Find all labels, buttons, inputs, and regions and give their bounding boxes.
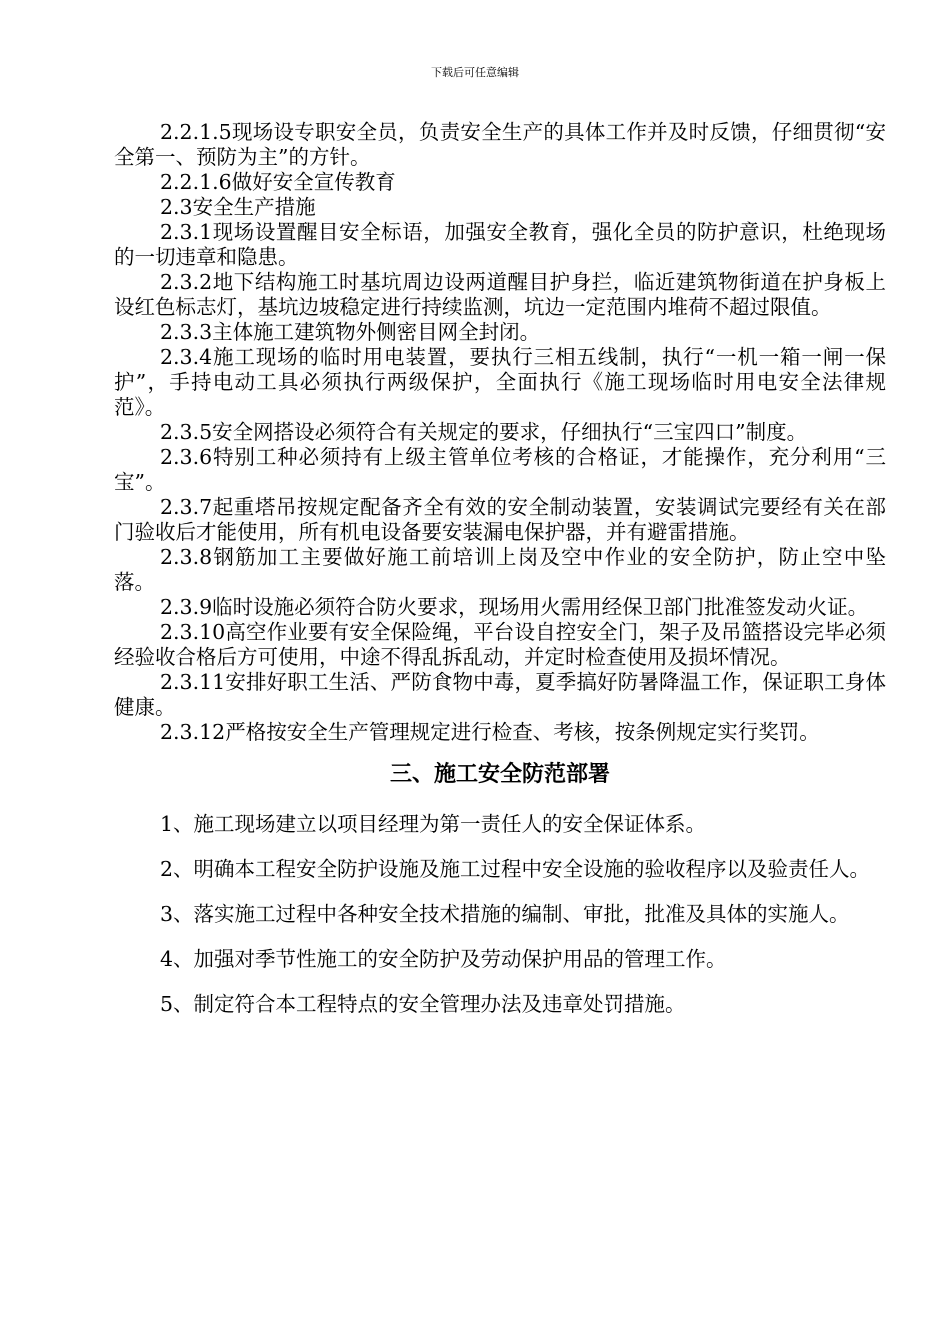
paragraph-2-3-6: 2.3.6特别工种必须持有上级主管单位考核的合格证，才能操作，充分利用“三宝”。 (114, 445, 886, 494)
paragraph-2-3: 2.3安全生产措施 (160, 195, 316, 219)
paragraph-2-3-12: 2.3.12严格按安全生产管理规定进行检查、考核，按条例规定实行奖罚。 (160, 720, 820, 744)
section-item-5: 5、制定符合本工程特点的安全管理办法及违章处罚措施。 (160, 992, 686, 1016)
paragraph-2-2-1-6: 2.2.1.6做好安全宣传教育 (160, 170, 396, 194)
paragraph-2-3-11: 2.3.11安排好职工生活、严防食物中毒，夏季搞好防暑降温工作，保证职工身体健康。 (114, 670, 886, 719)
page-header-note: 下载后可任意编辑 (431, 66, 519, 79)
section-item-2: 2、明确本工程安全防护设施及施工过程中安全设施的验收程序以及验责任人。 (160, 857, 871, 881)
paragraph-2-3-2: 2.3.2地下结构施工时基坑周边设两道醒目护身拦，临近建筑物街道在护身板上设红色标志灯，基坑边坡稳定进行持续监测，坑边一定范围内堆荷不超过限值。 (114, 270, 886, 319)
paragraph-2-3-10: 2.3.10高空作业要有安全保险绳，平台设自控安全门，架子及吊篮搭设完毕必须经验收合格后方可使用，中途不得乱拆乱动，并定时检查使用及损坏情况。 (114, 620, 886, 669)
paragraph-2-3-7: 2.3.7起重塔吊按规定配备齐全有效的安全制动装置，安装调试完要经有关在部门验收后才能使用，所有机电设备要安装漏电保护器，并有避雷措施。 (114, 495, 886, 544)
paragraph-2-3-1: 2.3.1现场设置醒目安全标语，加强安全教育，强化全员的防护意识，杜绝现场的一切违章和隐患。 (114, 220, 886, 269)
paragraph-2-3-8: 2.3.8钢筋加工主要做好施工前培训上岗及空中作业的安全防护，防止空中坠落。 (114, 545, 886, 594)
section-item-3: 3、落实施工过程中各种安全技术措施的编制、审批，批准及具体的实施人。 (160, 902, 850, 926)
paragraph-2-3-4: 2.3.4施工现场的临时用电装置，要执行三相五线制，执行“一机一箱一闸一保护”，手持电动工具必须执行两级保护，全面执行《施工现场临时用电安全法律规范》。 (114, 345, 886, 419)
section-item-4: 4、加强对季节性施工的安全防护及劳动保护用品的管理工作。 (160, 947, 727, 971)
paragraph-2-3-9: 2.3.9临时设施必须符合防火要求，现场用火需用经保卫部门批准签发动火证。 (160, 595, 869, 619)
section-title: 三、施工安全防范部署 (389, 761, 610, 787)
section-item-1: 1、施工现场建立以项目经理为第一责任人的安全保证体系。 (160, 812, 707, 836)
document-body (114, 120, 886, 1023)
paragraph-2-2-1-5: 2.2.1.5现场设专职安全员，负责安全生产的具体工作并及时反馈，仔细贯彻“安全第一、预防为主”的方针。 (114, 120, 886, 169)
paragraph-2-3-3: 2.3.3主体施工建筑物外侧密目网全封闭。 (160, 320, 541, 344)
paragraph-2-3-5: 2.3.5安全网搭设必须符合有关规定的要求，仔细执行“三宝四口”制度。 (160, 420, 808, 444)
